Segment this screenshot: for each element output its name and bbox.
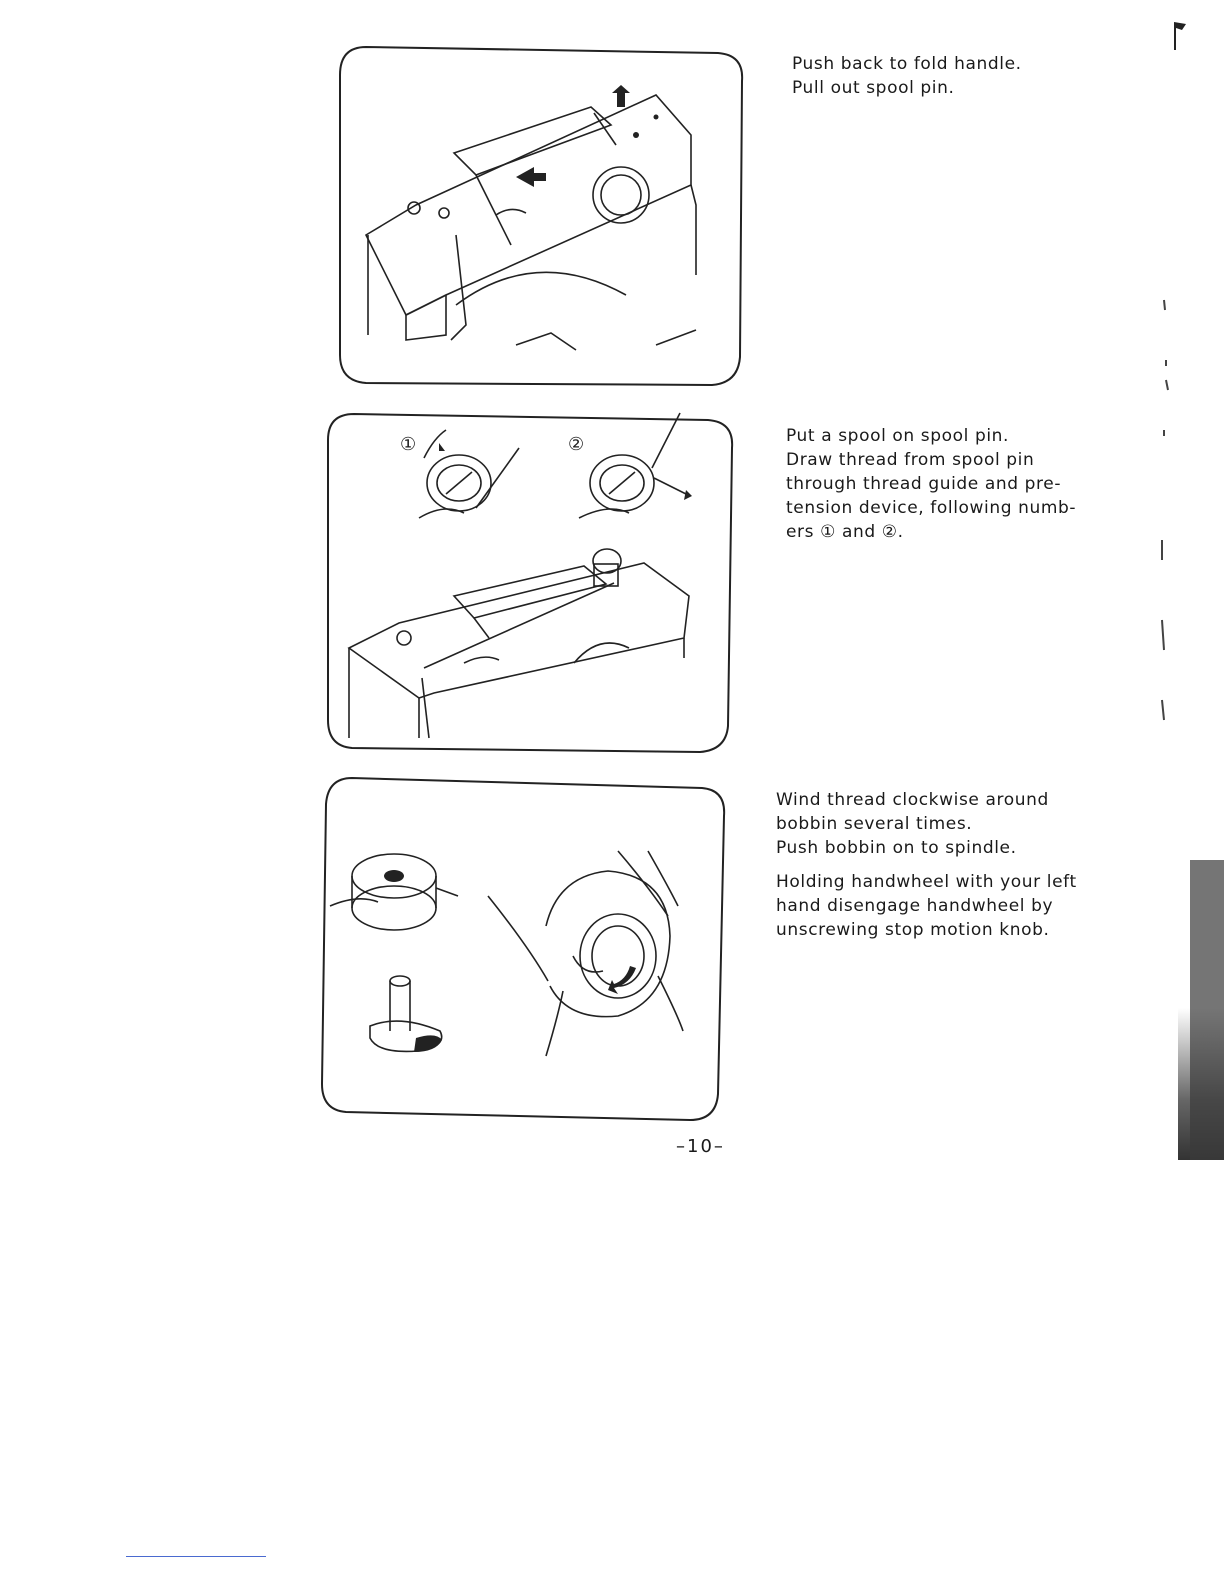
step-1-text [792, 52, 1022, 100]
figure-label-1: ① [400, 434, 417, 455]
step-2-line-4: tension device, following numb- [786, 498, 1077, 518]
figure-spool-threading [324, 408, 736, 756]
step-2-line-2: Draw thread from spool pin [786, 450, 1035, 470]
hand-handwheel-drawing [488, 851, 683, 1056]
step-2-text [786, 424, 1076, 544]
figure-bobbin-handwheel [318, 776, 730, 1126]
step-3-line-2: bobbin several times. [776, 814, 973, 834]
step-3b-line-2: hand disengage handwheel by [776, 896, 1054, 916]
step-3-line-3: Push bobbin on to spindle. [776, 838, 1017, 858]
step-2-line-5: ers ① and ②. [786, 522, 904, 542]
footer-rule [126, 1556, 266, 1557]
step-1-line-1: Push back to fold handle. [792, 54, 1022, 74]
step-1-line-2: Pull out spool pin. [792, 78, 955, 98]
figure-fold-handle [336, 45, 748, 390]
sewing-machine-threaded-drawing [349, 549, 689, 738]
step-3b-line-1: Holding handwheel with your left [776, 872, 1077, 892]
step-2-line-3: through thread guide and pre- [786, 474, 1062, 494]
step-2-line-1: Put a spool on spool pin. [786, 426, 1010, 446]
bobbin-drawing [330, 854, 458, 930]
page-number: –10– [676, 1136, 725, 1157]
spool-detail-drawings [419, 413, 690, 518]
figure-label-2: ② [568, 434, 585, 455]
sewing-machine-top-drawing [366, 95, 696, 350]
step-3-text [776, 788, 1077, 942]
step-3-line-1: Wind thread clockwise around [776, 790, 1049, 810]
scan-edge-artifact [1138, 0, 1224, 1160]
step-3b-line-3: unscrewing stop motion knob. [776, 920, 1050, 940]
